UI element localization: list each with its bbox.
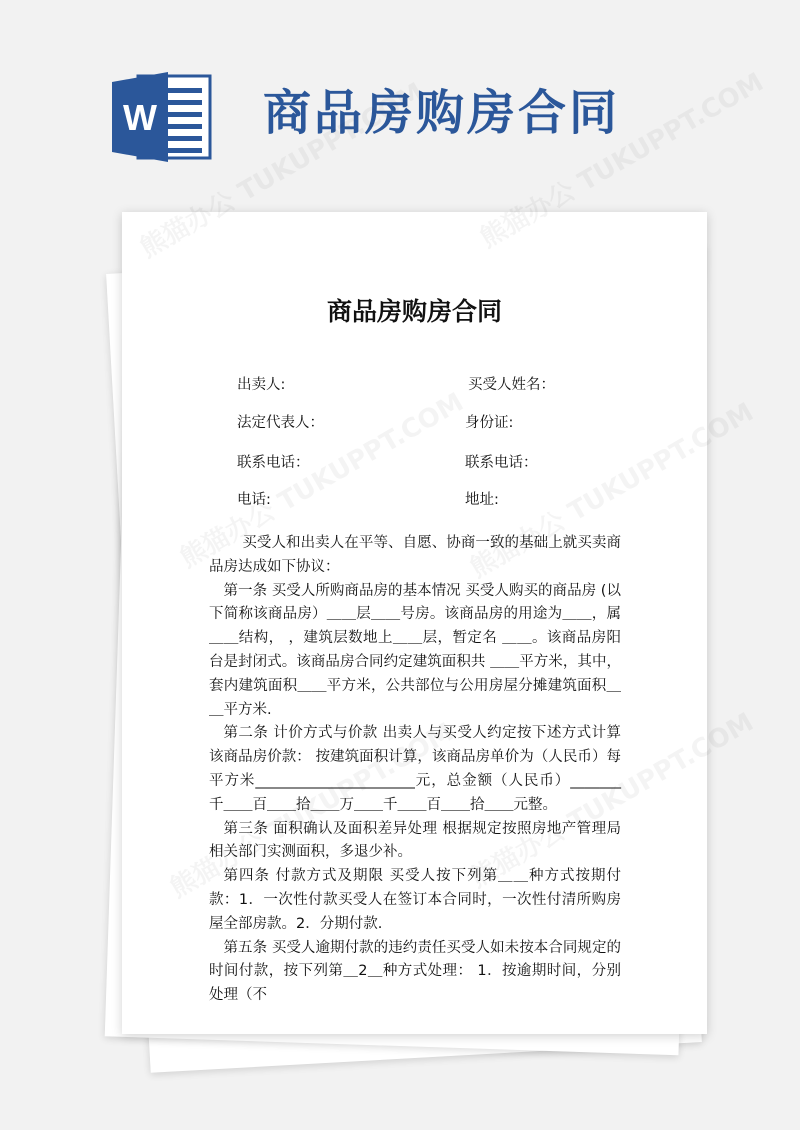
address-label: 地址: <box>465 492 499 508</box>
clause-3: 第三条 面积确认及面积差异处理 根据规定按照房地产管理局相关部门实测面积，多退少补。 <box>209 820 621 861</box>
contract-intro: 买受人和出卖人在平等、自愿、协商一致的基础上就买卖商品房达成如下协议： <box>209 535 621 575</box>
document-title: 商品房购房合同 <box>326 297 502 326</box>
buyer-name-label: 买受人姓名： <box>468 377 555 393</box>
id-card-label: 身份证: <box>465 415 514 431</box>
seller-label: 出卖人: <box>237 377 286 393</box>
phone-label: 电话: <box>237 492 271 508</box>
seller-contact-phone-label: 联系电话： <box>237 455 310 471</box>
contract-body <box>209 532 621 1008</box>
buyer-contact-phone-label: 联系电话： <box>465 455 538 471</box>
word-logo-letter: W <box>123 97 157 138</box>
word-logo-icon <box>112 72 212 162</box>
document-page <box>122 212 707 1034</box>
header-title: 商品房购房合同 <box>263 85 621 141</box>
clause-1: 第一条 买受人所购商品房的基本情况 买受人购买的商品房 (以下简称该商品房）＿＿层＿＿号房。该商品房的用途为＿＿，属＿＿结构， ，建筑层数地上＿＿层，暂定名 ＿＿。该商品房阳台是封闭式。该商品房合同约定建筑面积共 ＿＿平方米，其中，套内建筑面积＿＿平方米，公共部位与公用房屋分摊建筑面积＿＿平方米. <box>209 582 621 718</box>
legal-rep-label: 法定代表人： <box>237 415 324 431</box>
clause-2: 第二条 计价方式与价款 出卖人与买受人约定按下述方式计算该商品房价款： 按建筑面积计算，该商品房单价为（人民币）每平方米______________________元，总金额（人民币）_______千＿＿百＿＿拾＿＿万＿＿千＿＿百＿＿拾＿＿元整。 <box>209 725 621 813</box>
clause-4: 第四条 付款方式及期限 买受人按下列第＿＿种方式按期付款：1．一次性付款买受人在签订本合同时，一次性付清所购房屋全部房款。2．分期付款. <box>209 868 621 932</box>
clause-5: 第五条 买受人逾期付款的违约责任买受人如未按本合同规定的时间付款，按下列第＿2＿种方式处理： 1．按逾期时间，分别处理（不 <box>209 939 621 1004</box>
